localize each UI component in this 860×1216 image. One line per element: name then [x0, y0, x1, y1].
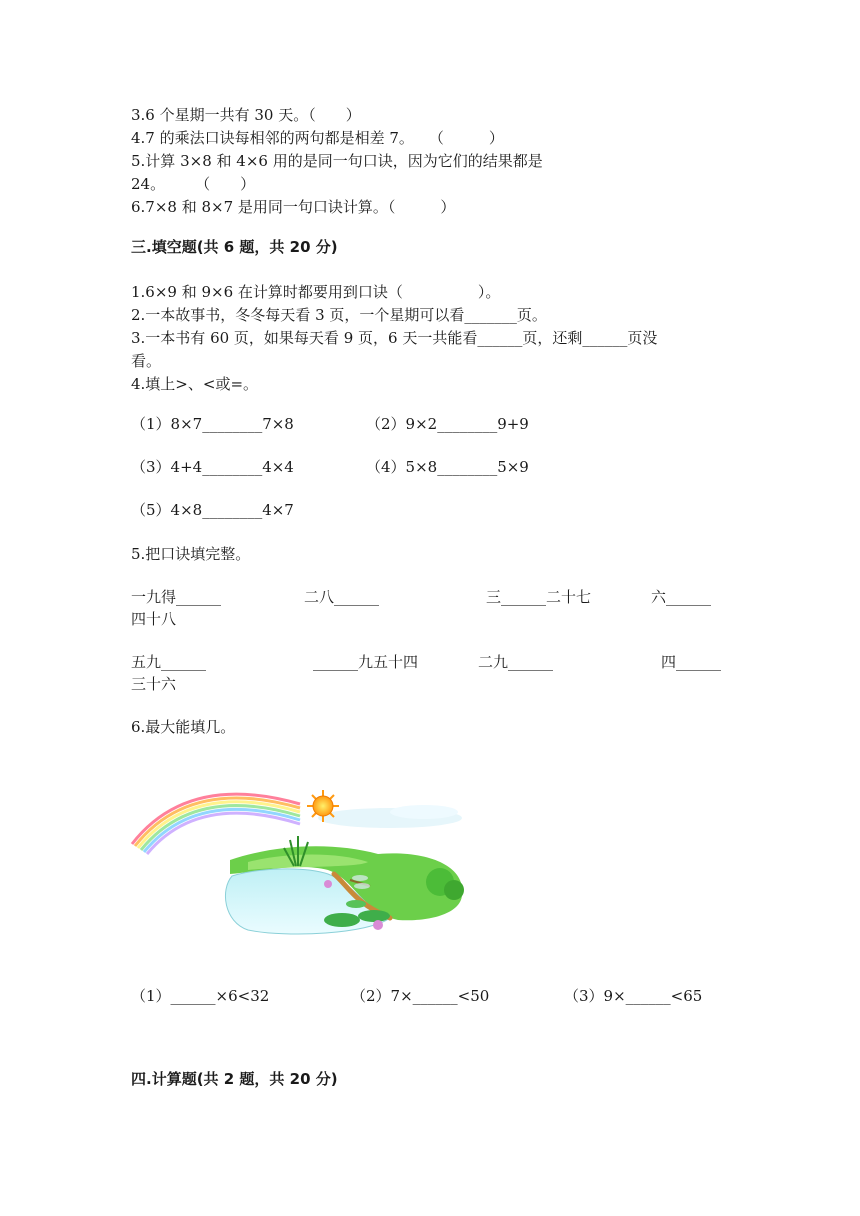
rhyme-2: 二八______ — [304, 588, 380, 606]
rhyme-1: 一九得______ — [131, 588, 222, 606]
rhyme-8-cont: 三十六 — [131, 675, 177, 693]
judge-item-6: 6.7×8 和 8×7 是用同一句口诀计算。（ ） — [131, 198, 456, 216]
rhyme-4: 六______ — [651, 588, 712, 606]
rhyme-6: ______九五十四 — [313, 653, 419, 671]
rainbow-image — [132, 794, 300, 854]
fill-q6-2: （2）7×______<50 — [351, 987, 490, 1005]
compare-4: （4）5×8________5×9 — [366, 458, 529, 476]
judge-item-3: 3.6 个星期一共有 30 天。（ ） — [131, 106, 361, 124]
rhyme-8: 四______ — [661, 653, 722, 671]
compare-3: （3）4+4________4×4 — [131, 458, 294, 476]
rhyme-5: 五九______ — [131, 653, 207, 671]
judge-item-4: 4.7 的乘法口诀每相邻的两句都是相差 7。 （ ） — [131, 129, 504, 147]
fill-q3-cont: 看。 — [131, 352, 162, 370]
fill-q4: 4.填上>、<或=。 — [131, 375, 259, 393]
fill-q6: 6.最大能填几。 — [131, 718, 236, 736]
lotus-flower — [373, 920, 383, 930]
compare-1: （1）8×7________7×8 — [131, 415, 294, 433]
fill-q3: 3.一本书有 60 页，如果每天看 9 页，6 天一共能看______页，还剩______页没 — [131, 329, 658, 347]
compare-2: （2）9×2________9+9 — [366, 415, 529, 433]
pond-illustration — [128, 782, 468, 942]
judge-item-5: 5.计算 3×8 和 4×6 用的是同一句口诀，因为它们的结果都是 — [131, 152, 543, 170]
compare-5: （5）4×8________4×7 — [131, 501, 294, 519]
section-4-title: 四.计算题(共 2 题，共 20 分) — [131, 1070, 338, 1088]
fill-q6-1: （1）______×6<32 — [131, 987, 270, 1005]
fill-q1: 1.6×9 和 9×6 在计算时都要用到口诀（ ）。 — [131, 283, 501, 301]
rhyme-7: 二九______ — [478, 653, 554, 671]
fill-q2: 2.一本故事书，冬冬每天看 3 页，一个星期可以看_______页。 — [131, 306, 547, 324]
fill-q6-3: （3）9×______<65 — [564, 987, 703, 1005]
fill-q5: 5.把口诀填完整。 — [131, 545, 251, 563]
section-3-title: 三.填空题(共 6 题，共 20 分) — [131, 238, 338, 256]
rhyme-4-cont: 四十八 — [131, 610, 177, 628]
rhyme-3: 三______二十七 — [486, 588, 592, 606]
judge-item-5-cont: 24。 （ ） — [131, 175, 256, 193]
